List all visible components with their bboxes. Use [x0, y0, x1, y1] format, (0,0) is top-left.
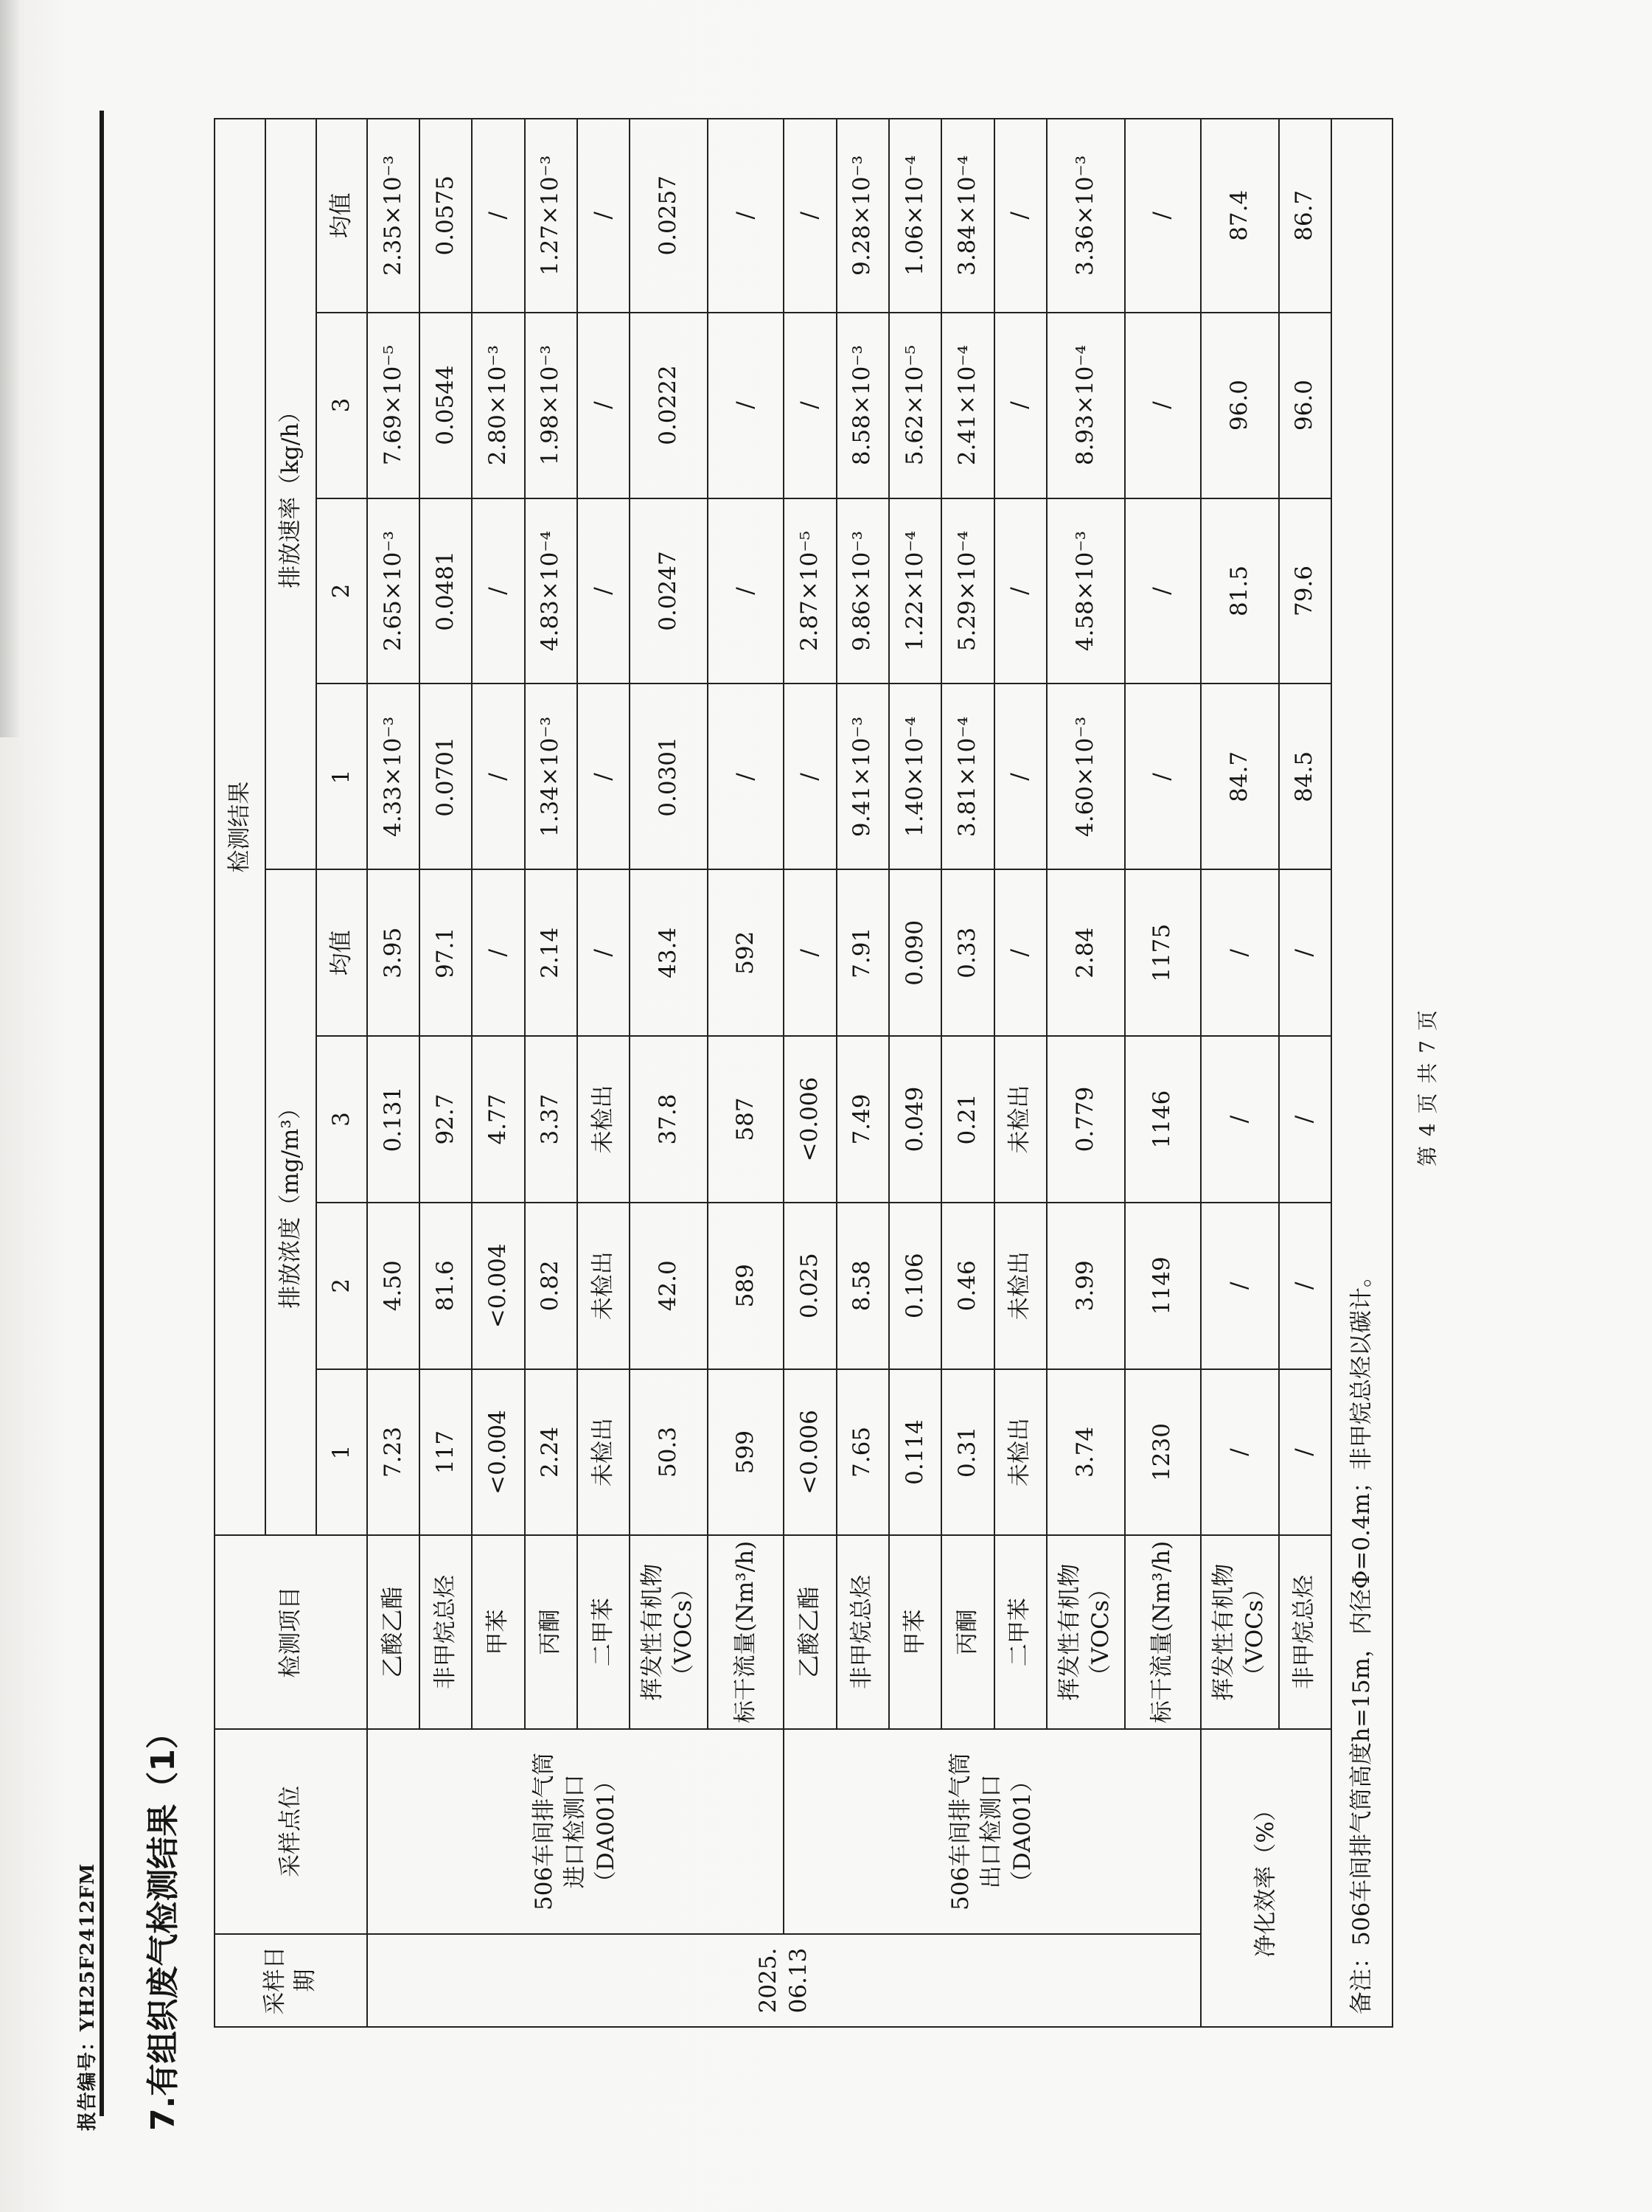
header-results: 检测结果	[215, 119, 265, 1535]
outlet-rate-2: 9.86×10⁻³	[837, 498, 889, 684]
efficiency-rate-3: 96.0	[1279, 313, 1331, 498]
inlet-conc-2: 42.0	[630, 1203, 708, 1369]
inlet-item: 乙酸乙酯	[367, 1535, 419, 1728]
inlet-conc-avg: /	[577, 869, 630, 1036]
outlet-rate-1: 4.60×10⁻³	[1047, 684, 1125, 869]
header-conc-avg: 均值	[316, 869, 367, 1036]
inlet-conc-avg: 592	[708, 869, 784, 1036]
inlet-conc-3: 4.77	[472, 1036, 524, 1203]
outlet-conc-3: 0.049	[889, 1036, 941, 1203]
header-rate: 排放速率（kg/h）	[265, 119, 316, 869]
outlet-item: 甲苯	[889, 1535, 941, 1728]
inlet-row	[367, 119, 419, 2027]
inlet-item: 标干流量(Nm³/h)	[708, 1535, 784, 1728]
inlet-conc-1: <0.004	[472, 1369, 524, 1536]
inlet-rate-1: /	[472, 684, 524, 869]
outlet-conc-2: 8.58	[837, 1203, 889, 1369]
efficiency-rate-1: 84.5	[1279, 684, 1331, 869]
inlet-rate-2: /	[472, 498, 524, 684]
inlet-rate-1: 1.34×10⁻³	[525, 684, 577, 869]
report-number: 报告编号：YH25F2412FM	[77, 1863, 99, 2131]
inlet-rate-avg: /	[472, 119, 524, 313]
inlet-conc-3: 37.8	[630, 1036, 708, 1203]
inlet-rate-1: /	[708, 684, 784, 869]
inlet-rate-2: 0.0481	[419, 498, 472, 684]
header-rate-3: 3	[316, 313, 367, 498]
efficiency-conc-1: /	[1201, 1369, 1279, 1536]
outlet-item: 二甲苯	[994, 1535, 1047, 1728]
outlet-conc-avg: 7.91	[837, 869, 889, 1036]
inlet-conc-2: 4.50	[367, 1203, 419, 1369]
header-item: 检测项目	[215, 1535, 367, 1728]
efficiency-rate-avg: 86.7	[1279, 119, 1331, 313]
header-point: 采样点位	[215, 1729, 367, 1934]
sampling-point-outlet: 506车间排气筒 出口检测口 （DA001）	[784, 1729, 1201, 1934]
remark-row	[1331, 119, 1393, 2027]
inlet-item: 挥发性有机物 （VOCs）	[630, 1535, 708, 1728]
inlet-conc-2: <0.004	[472, 1203, 524, 1369]
outlet-item: 挥发性有机物 （VOCs）	[1047, 1535, 1125, 1728]
outlet-conc-1: 7.65	[837, 1369, 889, 1536]
outlet-item: 丙酮	[941, 1535, 994, 1728]
outlet-conc-1: <0.006	[784, 1369, 836, 1536]
outlet-conc-2: 0.46	[941, 1203, 994, 1369]
outlet-conc-3: 未检出	[994, 1036, 1047, 1203]
header-conc-2: 2	[316, 1203, 367, 1369]
header-date: 采样日期	[215, 1934, 367, 2027]
outlet-conc-1: 0.31	[941, 1369, 994, 1536]
inlet-rate-1: 0.0701	[419, 684, 472, 869]
efficiency-conc-3: /	[1201, 1036, 1279, 1203]
inlet-rate-2: /	[577, 498, 630, 684]
inlet-rate-3: /	[708, 313, 784, 498]
header-concentration: 排放浓度（mg/m³）	[265, 869, 316, 1535]
outlet-rate-3: 5.62×10⁻⁵	[889, 313, 941, 498]
inlet-item: 非甲烷总烃	[419, 1535, 472, 1728]
inlet-conc-avg: 43.4	[630, 869, 708, 1036]
efficiency-rate-2: 79.6	[1279, 498, 1331, 684]
inlet-rate-2: 4.83×10⁻⁴	[525, 498, 577, 684]
outlet-rate-avg: /	[784, 119, 836, 313]
inlet-rate-3: /	[577, 313, 630, 498]
outlet-rate-3: /	[1125, 313, 1201, 498]
inlet-rate-avg: 2.35×10⁻³	[367, 119, 419, 313]
outlet-rate-2: 5.29×10⁻⁴	[941, 498, 994, 684]
outlet-conc-3: 7.49	[837, 1036, 889, 1203]
outlet-conc-avg: 1175	[1125, 869, 1201, 1036]
inlet-rate-avg: 0.0575	[419, 119, 472, 313]
inlet-conc-2: 0.82	[525, 1203, 577, 1369]
inlet-conc-3: 未检出	[577, 1036, 630, 1203]
efficiency-conc-1: /	[1279, 1369, 1331, 1536]
sampling-date: 2025. 06.13	[367, 1934, 1201, 2027]
outlet-conc-avg: /	[784, 869, 836, 1036]
inlet-rate-avg: /	[577, 119, 630, 313]
inlet-conc-3: 587	[708, 1036, 784, 1203]
inlet-rate-2: /	[708, 498, 784, 684]
outlet-conc-3: <0.006	[784, 1036, 836, 1203]
outlet-rate-1: 1.40×10⁻⁴	[889, 684, 941, 869]
outlet-rate-avg: 9.28×10⁻³	[837, 119, 889, 313]
outlet-rate-3: 8.58×10⁻³	[837, 313, 889, 498]
outlet-rate-2: /	[994, 498, 1047, 684]
inlet-item: 二甲苯	[577, 1535, 630, 1728]
inlet-conc-avg: /	[472, 869, 524, 1036]
inlet-conc-1: 未检出	[577, 1369, 630, 1536]
header-rate-2: 2	[316, 498, 367, 684]
sampling-point-inlet: 506车间排气筒 进口检测口 （DA001）	[367, 1729, 784, 1934]
efficiency-conc-avg: /	[1201, 869, 1279, 1036]
inlet-rate-3: 1.98×10⁻³	[525, 313, 577, 498]
outlet-item: 非甲烷总烃	[837, 1535, 889, 1728]
inlet-rate-avg: /	[708, 119, 784, 313]
inlet-rate-3: 0.0222	[630, 313, 708, 498]
inlet-conc-2: 未检出	[577, 1203, 630, 1369]
inlet-conc-3: 92.7	[419, 1036, 472, 1203]
outlet-item: 标干流量(Nm³/h)	[1125, 1535, 1201, 1728]
header-conc-3: 3	[316, 1036, 367, 1203]
inlet-conc-1: 117	[419, 1369, 472, 1536]
outlet-rate-avg: /	[1125, 119, 1201, 313]
page-number: 第 4 页 共 7 页	[1415, 1008, 1440, 1167]
results-table	[214, 118, 1393, 2028]
outlet-conc-1: 3.74	[1047, 1369, 1125, 1536]
outlet-conc-2: 1149	[1125, 1203, 1201, 1369]
outlet-conc-3: 1146	[1125, 1036, 1201, 1203]
outlet-rate-1: 9.41×10⁻³	[837, 684, 889, 869]
inlet-conc-1: 7.23	[367, 1369, 419, 1536]
outlet-rate-3: /	[994, 313, 1047, 498]
inlet-item: 甲苯	[472, 1535, 524, 1728]
section-title: 7.有组织废气检测结果（1）	[144, 1717, 182, 2131]
inlet-conc-avg: 3.95	[367, 869, 419, 1036]
outlet-row	[784, 119, 836, 2027]
inlet-conc-avg: 2.14	[525, 869, 577, 1036]
outlet-rate-2: 2.87×10⁻⁵	[784, 498, 836, 684]
outlet-conc-3: 0.21	[941, 1036, 994, 1203]
outlet-conc-avg: 0.090	[889, 869, 941, 1036]
inlet-rate-avg: 1.27×10⁻³	[525, 119, 577, 313]
inlet-conc-1: 2.24	[525, 1369, 577, 1536]
inlet-conc-3: 0.131	[367, 1036, 419, 1203]
outlet-conc-2: 未检出	[994, 1203, 1047, 1369]
outlet-rate-2: 4.58×10⁻³	[1047, 498, 1125, 684]
outlet-item: 乙酸乙酯	[784, 1535, 836, 1728]
efficiency-label: 净化效率（%）	[1201, 1729, 1331, 2027]
inlet-conc-1: 50.3	[630, 1369, 708, 1536]
inlet-rate-1: /	[577, 684, 630, 869]
efficiency-row	[1201, 119, 1279, 2027]
inlet-rate-3: 0.0544	[419, 313, 472, 498]
inlet-rate-3: 2.80×10⁻³	[472, 313, 524, 498]
outlet-conc-avg: 2.84	[1047, 869, 1125, 1036]
outlet-rate-3: 2.41×10⁻⁴	[941, 313, 994, 498]
inlet-conc-avg: 97.1	[419, 869, 472, 1036]
efficiency-conc-2: /	[1279, 1203, 1331, 1369]
outlet-rate-1: 3.81×10⁻⁴	[941, 684, 994, 869]
header-rate-avg: 均值	[316, 119, 367, 313]
outlet-rate-avg: 3.84×10⁻⁴	[941, 119, 994, 313]
outlet-rate-1: /	[994, 684, 1047, 869]
header-conc-1: 1	[316, 1369, 367, 1536]
efficiency-rate-avg: 87.4	[1201, 119, 1279, 313]
efficiency-conc-avg: /	[1279, 869, 1331, 1036]
inlet-rate-2: 0.0247	[630, 498, 708, 684]
outlet-conc-2: 3.99	[1047, 1203, 1125, 1369]
outlet-rate-2: 1.22×10⁻⁴	[889, 498, 941, 684]
outlet-conc-3: 0.779	[1047, 1036, 1125, 1203]
outlet-conc-2: 0.106	[889, 1203, 941, 1369]
outlet-rate-1: /	[784, 684, 836, 869]
efficiency-conc-3: /	[1279, 1036, 1331, 1203]
efficiency-rate-2: 81.5	[1201, 498, 1279, 684]
inlet-rate-3: 7.69×10⁻⁵	[367, 313, 419, 498]
outlet-rate-3: 8.93×10⁻⁴	[1047, 313, 1125, 498]
inlet-conc-3: 3.37	[525, 1036, 577, 1203]
efficiency-item: 挥发性有机物 （VOCs）	[1201, 1535, 1279, 1728]
outlet-rate-avg: 1.06×10⁻⁴	[889, 119, 941, 313]
efficiency-item: 非甲烷总烃	[1279, 1535, 1331, 1728]
inlet-item: 丙酮	[525, 1535, 577, 1728]
header-rule	[100, 111, 104, 2116]
inlet-conc-1: 599	[708, 1369, 784, 1536]
inlet-rate-1: 4.33×10⁻³	[367, 684, 419, 869]
efficiency-conc-2: /	[1201, 1203, 1279, 1369]
efficiency-rate-3: 96.0	[1201, 313, 1279, 498]
outlet-conc-1: 0.114	[889, 1369, 941, 1536]
outlet-conc-avg: 0.33	[941, 869, 994, 1036]
outlet-rate-2: /	[1125, 498, 1201, 684]
inlet-conc-2: 81.6	[419, 1203, 472, 1369]
outlet-conc-avg: /	[994, 869, 1047, 1036]
outlet-conc-2: 0.025	[784, 1203, 836, 1369]
header-rate-1: 1	[316, 684, 367, 869]
inlet-conc-2: 589	[708, 1203, 784, 1369]
outlet-rate-3: /	[784, 313, 836, 498]
outlet-conc-1: 1230	[1125, 1369, 1201, 1536]
inlet-rate-1: 0.0301	[630, 684, 708, 869]
outlet-conc-1: 未检出	[994, 1369, 1047, 1536]
inlet-rate-2: 2.65×10⁻³	[367, 498, 419, 684]
inlet-rate-avg: 0.0257	[630, 119, 708, 313]
efficiency-rate-1: 84.7	[1201, 684, 1279, 869]
outlet-rate-1: /	[1125, 684, 1201, 869]
outlet-rate-avg: /	[994, 119, 1047, 313]
remark-note: 备注：506车间排气筒高度h=15m，内径Φ=0.4m；非甲烷总烃以碳计。	[1331, 119, 1393, 2027]
outlet-rate-avg: 3.36×10⁻³	[1047, 119, 1125, 313]
